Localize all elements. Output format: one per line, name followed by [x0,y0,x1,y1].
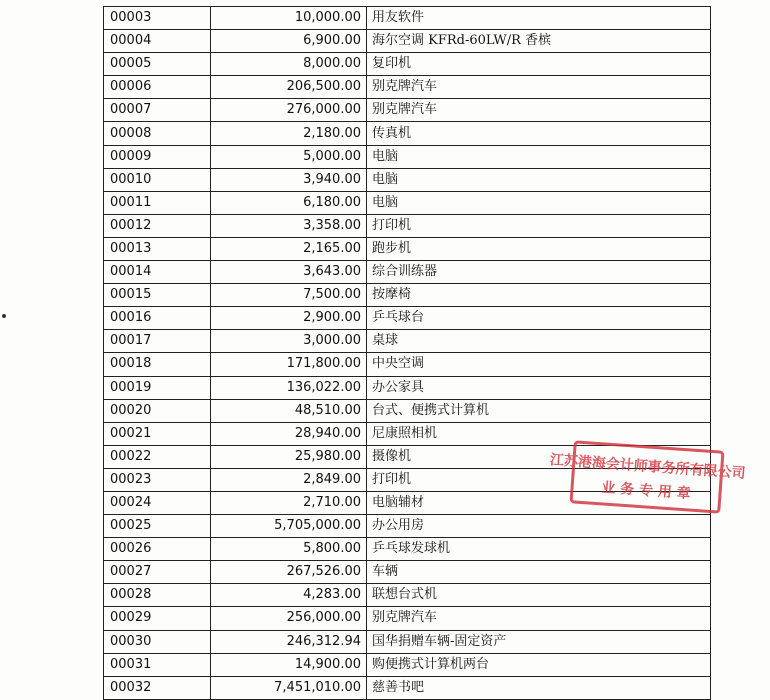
asset-description-cell: 摄像机 [367,445,711,468]
asset-amount-cell: 14,900.00 [211,653,367,676]
asset-code-cell: 00019 [104,376,211,399]
asset-code-cell: 00030 [104,630,211,653]
asset-description-cell: 综合训练器 [367,261,711,284]
asset-description-cell: 乒乓球台 [367,307,711,330]
table-row [104,99,711,122]
table-row [104,284,711,307]
table-row [104,561,711,584]
table-row [104,214,711,237]
asset-description-cell: 电脑 [367,191,711,214]
table-row [104,653,711,676]
asset-code-cell: 00011 [104,191,211,214]
asset-description-cell: 按摩椅 [367,284,711,307]
asset-table-body [104,7,711,700]
asset-amount-cell: 2,165.00 [211,237,367,260]
asset-description-cell: 电脑 [367,168,711,191]
table-row [104,76,711,99]
table-row [104,7,711,30]
asset-description-cell: 尼康照相机 [367,422,711,445]
asset-amount-cell: 2,180.00 [211,122,367,145]
seal-company-name: 江苏港海会计师事务所有限公司 [549,452,747,482]
asset-amount-cell: 28,940.00 [211,422,367,445]
asset-code-cell: 00016 [104,307,211,330]
table-row [104,261,711,284]
asset-table [103,6,711,700]
asset-description-cell: 国华捐赠车辆-固定资产 [367,630,711,653]
table-row [104,330,711,353]
asset-code-cell: 00012 [104,214,211,237]
asset-code-cell: 00026 [104,538,211,561]
table-row [104,538,711,561]
asset-amount-cell: 206,500.00 [211,76,367,99]
asset-description-cell: 别克牌汽车 [367,607,711,630]
asset-description-cell: 电脑辅材 [367,491,711,514]
table-row [104,399,711,422]
asset-amount-cell: 5,705,000.00 [211,515,367,538]
asset-amount-cell: 246,312.94 [211,630,367,653]
scan-speck [2,314,6,318]
asset-amount-cell: 256,000.00 [211,607,367,630]
table-row [104,607,711,630]
table-row [104,53,711,76]
asset-code-cell: 00005 [104,53,211,76]
asset-amount-cell: 3,358.00 [211,214,367,237]
asset-amount-cell: 2,849.00 [211,468,367,491]
asset-code-cell: 00032 [104,676,211,699]
asset-code-cell: 00009 [104,145,211,168]
asset-amount-cell: 5,000.00 [211,145,367,168]
asset-code-cell: 00004 [104,30,211,53]
table-row [104,237,711,260]
asset-description-cell: 办公用房 [367,515,711,538]
asset-description-cell: 车辆 [367,561,711,584]
asset-description-cell: 慈善书吧 [367,676,711,699]
table-row [104,30,711,53]
table-row [104,353,711,376]
asset-code-cell: 00022 [104,445,211,468]
asset-amount-cell: 171,800.00 [211,353,367,376]
asset-code-cell: 00020 [104,399,211,422]
asset-amount-cell: 7,451,010.00 [211,676,367,699]
asset-amount-cell: 10,000.00 [211,7,367,30]
seal-purpose: 业 务 专 用 章 [600,479,692,503]
asset-code-cell: 00007 [104,99,211,122]
asset-description-cell: 台式、便携式计算机 [367,399,711,422]
asset-description-cell: 打印机 [367,214,711,237]
table-row [104,630,711,653]
asset-amount-cell: 7,500.00 [211,284,367,307]
asset-code-cell: 00013 [104,237,211,260]
table-row [104,676,711,699]
asset-amount-cell: 6,180.00 [211,191,367,214]
asset-code-cell: 00008 [104,122,211,145]
asset-description-cell: 购便携式计算机两台 [367,653,711,676]
asset-amount-cell: 6,900.00 [211,30,367,53]
table-row [104,515,711,538]
asset-amount-cell: 267,526.00 [211,561,367,584]
asset-amount-cell: 3,643.00 [211,261,367,284]
asset-amount-cell: 48,510.00 [211,399,367,422]
asset-code-cell: 00028 [104,584,211,607]
asset-description-cell: 乒乓球发球机 [367,538,711,561]
asset-code-cell: 00027 [104,561,211,584]
asset-code-cell: 00031 [104,653,211,676]
asset-description-cell: 桌球 [367,330,711,353]
table-row [104,584,711,607]
asset-amount-cell: 25,980.00 [211,445,367,468]
asset-amount-cell: 2,710.00 [211,491,367,514]
asset-code-cell: 00018 [104,353,211,376]
table-row [104,145,711,168]
asset-description-cell: 用友软件 [367,7,711,30]
asset-amount-cell: 276,000.00 [211,99,367,122]
asset-amount-cell: 3,940.00 [211,168,367,191]
asset-amount-cell: 8,000.00 [211,53,367,76]
asset-code-cell: 00024 [104,491,211,514]
asset-code-cell: 00029 [104,607,211,630]
asset-code-cell: 00010 [104,168,211,191]
asset-description-cell: 别克牌汽车 [367,76,711,99]
asset-code-cell: 00017 [104,330,211,353]
asset-description-cell: 复印机 [367,53,711,76]
asset-description-cell: 海尔空调 KFRd-60LW/R 香槟 [367,30,711,53]
asset-description-cell: 打印机 [367,468,711,491]
asset-description-cell: 办公家具 [367,376,711,399]
table-row [104,122,711,145]
asset-amount-cell: 5,800.00 [211,538,367,561]
asset-code-cell: 00023 [104,468,211,491]
table-row [104,307,711,330]
asset-description-cell: 传真机 [367,122,711,145]
asset-code-cell: 00021 [104,422,211,445]
asset-amount-cell: 3,000.00 [211,330,367,353]
asset-code-cell: 00006 [104,76,211,99]
company-seal [549,439,747,516]
asset-description-cell: 电脑 [367,145,711,168]
asset-code-cell: 00003 [104,7,211,30]
asset-amount-cell: 4,283.00 [211,584,367,607]
asset-amount-cell: 2,900.00 [211,307,367,330]
asset-code-cell: 00015 [104,284,211,307]
asset-code-cell: 00025 [104,515,211,538]
asset-amount-cell: 136,022.00 [211,376,367,399]
asset-description-cell: 别克牌汽车 [367,99,711,122]
table-row [104,191,711,214]
table-row [104,168,711,191]
asset-description-cell: 中央空调 [367,353,711,376]
table-row [104,376,711,399]
asset-description-cell: 联想台式机 [367,584,711,607]
asset-description-cell: 跑步机 [367,237,711,260]
asset-code-cell: 00014 [104,261,211,284]
